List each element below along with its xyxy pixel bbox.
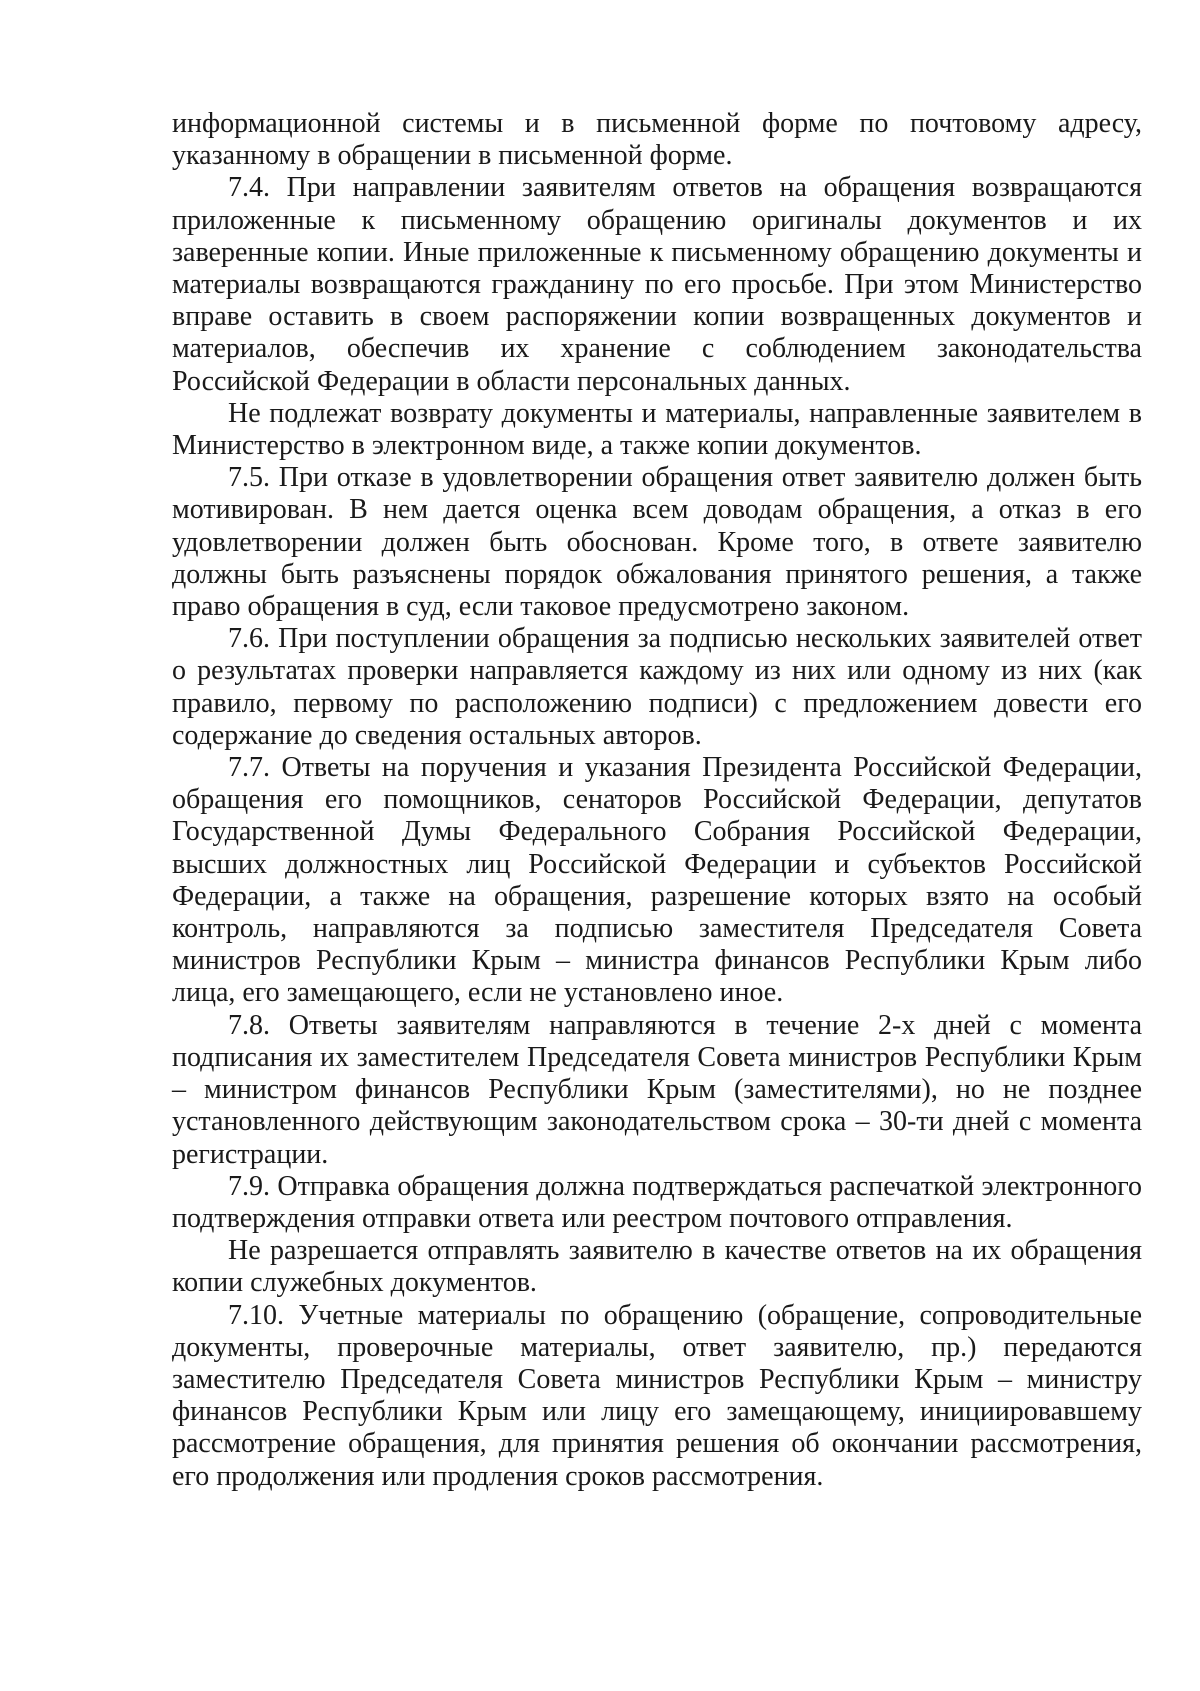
paragraph-7-7: 7.7. Ответы на поручения и указания Президента Российской Федерации, обращения его помощников, сенаторов Российской Федерации, депутатов Государственной Думы Федерального Собрания Российской Федерации, высших должностных лиц Российской Федерации и субъектов Российской Федерации, а также на обращения, разрешение которых взято на особый контроль, направляются за подписью заместителя Председателя Совета министров Республики Крым – министра финансов Республики Крым либо лица, его замещающего, если не установлено иное. bbox=[172, 752, 1142, 1009]
document-body bbox=[172, 108, 1142, 1493]
paragraph-7-4-note: Не подлежат возврату документы и материалы, направленные заявителем в Министерство в электронном виде, а также копии документов. bbox=[172, 397, 1142, 462]
paragraph-7-5: 7.5. При отказе в удовлетворении обращения ответ заявителю должен быть мотивирован. В нем дается оценка всем доводам обращения, а отказ в его удовлетворении должен быть обоснован. Кроме того, в ответе заявителю должны быть разъяснены порядок обжалования принятого решения, а также право обращения в суд, если таковое предусмотрено законом. bbox=[172, 462, 1142, 623]
paragraph-7-10: 7.10. Учетные материалы по обращению (обращение, сопроводительные документы, проверочные материалы, ответ заявителю, пр.) передаются заместителю Председателя Совета министров Республики Крым – министру финансов Республики Крым или лицу его замещающему, инициировавшему рассмотрение обращения, для принятия решения об окончании рассмотрения, его продолжения или продления сроков рассмотрения. bbox=[172, 1299, 1142, 1492]
paragraph-7-6: 7.6. При поступлении обращения за подписью нескольких заявителей ответ о результатах проверки направляется каждому из них или одному из них (как правило, первому по расположению подписи) с предложением довести его содержание до сведения остальных авторов. bbox=[172, 623, 1142, 751]
paragraph-7-4: 7.4. При направлении заявителям ответов на обращения возвращаются приложенные к письменному обращению оригиналы документов и их заверенные копии. Иные приложенные к письменному обращению документы и материалы возвращаются гражданину по его просьбе. При этом Министерство вправе оставить в своем распоряжении копии возвращенных документов и материалов, обеспечив их хранение с соблюдением законодательства Российской Федерации в области персональных данных. bbox=[172, 172, 1142, 397]
paragraph-7-9-note: Не разрешается отправлять заявителю в качестве ответов на их обращения копии служебных документов. bbox=[172, 1235, 1142, 1299]
paragraph-7-8: 7.8. Ответы заявителям направляются в течение 2-х дней с момента подписания их заместителем Председателя Совета министров Республики Крым – министром финансов Республики Крым (заместителями), но не позднее установленного действующим законодательством срока – 30-ти дней с момента регистрации. bbox=[172, 1009, 1142, 1170]
paragraph-7-9: 7.9. Отправка обращения должна подтверждаться распечаткой электронного подтверждения отправки ответа или реестром почтового отправления. bbox=[172, 1170, 1142, 1234]
paragraph-continuation: информационной системы и в письменной форме по почтовому адресу, указанному в обращении в письменной форме. bbox=[172, 108, 1142, 172]
